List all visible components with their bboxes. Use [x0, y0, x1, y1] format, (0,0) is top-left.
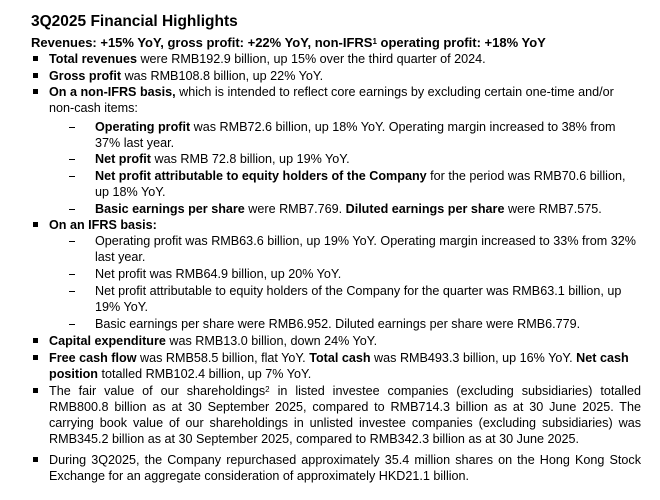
dash-icon	[69, 291, 75, 292]
item-non-ifrs: On a non-IFRS basis, which is intended to reflect core earnings by excluding certain one-time and/or non-cash items:	[49, 85, 614, 115]
dash-icon	[69, 324, 75, 325]
ifrs-net-profit: Net profit was RMB64.9 billion, up 20% YoY.	[95, 267, 342, 281]
dash-icon	[69, 241, 75, 242]
non-ifrs-net-profit: Net profit was RMB 72.8 billion, up 19% YoY.	[95, 152, 350, 166]
ifrs-operating-profit: Operating profit was RMB63.6 billion, up 19% YoY. Operating margin increased to 33% from 32% last year.	[95, 234, 636, 264]
bullet-icon	[33, 56, 38, 61]
ifrs-net-profit-equity: Net profit attributable to equity holders of the Company for the quarter was RMB63.1 billion, up 19% YoY.	[95, 284, 622, 314]
page-title: 3Q2025 Financial Highlights	[31, 13, 238, 30]
dash-icon	[69, 127, 75, 128]
non-ifrs-eps: Basic earnings per share were RMB7.769. Diluted earnings per share were RMB7.575.	[95, 202, 602, 216]
bullet-icon	[33, 89, 38, 94]
item-share-repurchase: During 3Q2025, the Company repurchased approximately 35.4 million shares on the Hong Kong Stock Exchange for an aggregate consideration of approximately HKD21.1 billion.	[49, 453, 641, 483]
ifrs-eps: Basic earnings per share were RMB6.952. Diluted earnings per share were RMB6.779.	[95, 317, 581, 331]
bullet-icon	[33, 388, 38, 393]
footnote-ref-1: 1	[372, 37, 377, 46]
item-gross-profit: Gross profit was RMB108.8 billion, up 22% YoY.	[49, 69, 324, 83]
bullet-icon	[33, 338, 38, 343]
item-fair-value: The fair value of our shareholdings$^2$ in listed investee companies (excluding subsidiaries) totalled RMB800.8 billion as at 30 September 2025, compared to RMB714.3 billion as at 30 June 2025. The carrying book value of our shareholdings in unlisted investee companies (excluding subsidiaries) was RMB345.2 billion as at 30 September 2025, compared to RMB342.3 billion as at 30 June 2025.	[49, 384, 641, 446]
bullet-icon	[33, 355, 38, 360]
dash-icon	[69, 274, 75, 275]
non-ifrs-operating-profit: Operating profit was RMB72.6 billion, up 18% YoY. Operating margin increased to 38% from 37% last year.	[95, 120, 616, 150]
highlights-subtitle: Revenues: +15% YoY, gross profit: +22% YoY, non-IFRS$^1$ operating profit: +18% YoY	[31, 35, 546, 50]
dash-icon	[69, 176, 75, 177]
item-total-revenues: Total revenues were RMB192.9 billion, up 15% over the third quarter of 2024.	[49, 52, 486, 66]
item-capex: Capital expenditure was RMB13.0 billion, down 24% YoY.	[49, 334, 378, 348]
dash-icon	[69, 159, 75, 160]
footnote-ref-2: 2	[265, 385, 270, 394]
item-free-cash-flow: Free cash flow was RMB58.5 billion, flat YoY. Total cash was RMB493.3 billion, up 16% YoY. Net cash position totalled RMB102.4 billion, up 7% YoY.	[49, 351, 629, 381]
item-ifrs: On an IFRS basis:	[49, 218, 157, 232]
bullet-icon	[33, 222, 38, 227]
dash-icon	[69, 209, 75, 210]
non-ifrs-net-profit-equity: Net profit attributable to equity holders of the Company for the period was RMB70.6 billion, up 18% YoY.	[95, 169, 626, 199]
bullet-icon	[33, 457, 38, 462]
bullet-icon	[33, 73, 38, 78]
